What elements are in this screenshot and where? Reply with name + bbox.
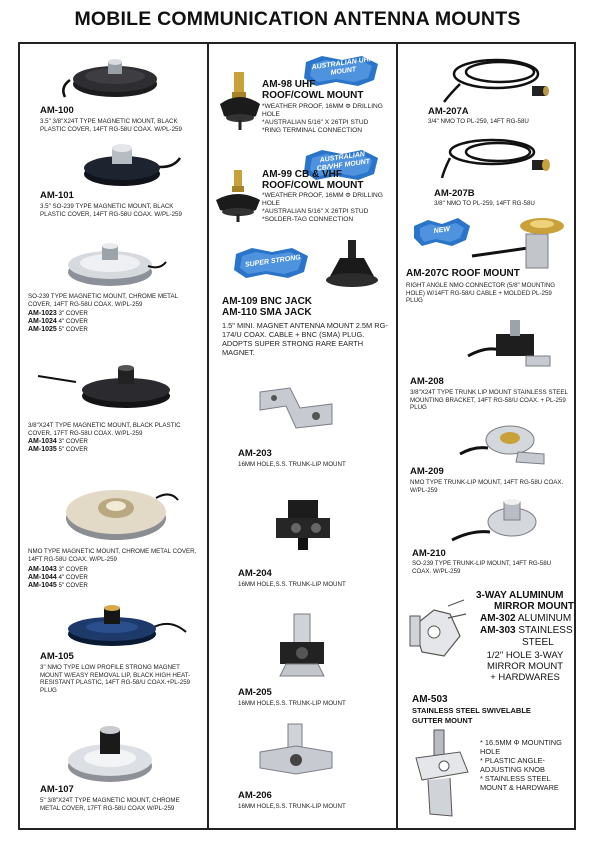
am-303-line <box>480 625 573 637</box>
variant-size: 5" COVER <box>58 446 88 453</box>
am-99-subtitle: ROOF/COWL MOUNT <box>262 180 364 191</box>
am-1043-variants <box>28 566 88 590</box>
am-503-heading: STAINLESS STEEL SWIVELABLE <box>412 706 531 715</box>
am-303-material-2: STEEL <box>522 637 554 648</box>
nmo-connector-icon <box>470 212 570 274</box>
chrome-magnet-mount-icon <box>62 232 172 292</box>
am-208-description: 3/8"X24T TYPE TRUNK LIP MOUNT STAINLESS STEEL MOUNTING BRACKET, 14FT RG-58/U COAX. + PL-259 PLUG <box>410 389 568 412</box>
am-210-code: AM-210 <box>412 548 446 559</box>
mirror-mount-heading: 3-WAY ALUMINUM <box>476 590 564 601</box>
am-302-line <box>480 613 571 625</box>
am-105-code: AM-105 <box>40 651 74 662</box>
variant-code: AM-1034 <box>28 438 57 445</box>
am-207c-code: AM-207C ROOF MOUNT <box>406 268 520 279</box>
gutter-mount-icon <box>408 728 476 824</box>
am-206-code: AM-206 <box>238 790 272 801</box>
am-1034-description: 3/8"X24T TYPE MAGNETIC MOUNT, BLACK PLASTIC COVER, 17FT RG-58U COAX. W/PL-259 <box>28 422 181 437</box>
am-100-code: AM-100 <box>40 105 74 116</box>
am-302-material: ALUMINUM <box>517 613 572 624</box>
feature-item: *AUSTRALIAN 5/16" X 26TPI STUD <box>262 208 369 215</box>
am-107-description: 5" 3/8"X24T TYPE MAGNETIC MOUNT, CHROME METAL COVER, 17FT RG-58U COAX W/PL-259 <box>40 797 180 812</box>
am-1023-variants <box>28 310 88 334</box>
am-503-heading-2: GUTTER MOUNT <box>412 716 473 725</box>
mini-magnet-mount-icon <box>318 236 388 292</box>
badge-text: SUPER STRONG <box>244 254 302 269</box>
trunk-lip-bracket-icon <box>256 722 336 784</box>
am-105-description: 3" NMO TYPE LOW PROFILE STRONG MAGNET MOUNT W/EASY REMOVAL LIP, BLACK HIGH HEAT-RESISTANT PLASTIC, 14FT RG-58/U COAX.+PL-259 PLUG <box>40 664 191 694</box>
am-206-description: 16MM HOLE,S.S. TRUNK-LIP MOUNT <box>238 803 346 810</box>
blue-magnet-mount-icon <box>60 598 190 652</box>
feature-item: *SOLDER-TAG CONNECTION <box>262 216 354 223</box>
am-1043-description: NMO TYPE MAGNETIC MOUNT, CHROME METAL COVER, 14FT RG-58U COAX. W/PL-259 <box>28 548 197 563</box>
feature-item: *WEATHER PROOF, 16MM Φ DRILLING HOLE <box>262 192 383 207</box>
variant-size: 3" COVER <box>58 566 88 573</box>
description-line: MIRROR MOUNT <box>487 661 563 672</box>
trunk-lip-bracket-icon <box>266 494 342 554</box>
trunk-lip-bracket-icon <box>256 384 336 438</box>
cowl-mount-icon <box>212 170 264 224</box>
feature-item: *RING TERMINAL CONNECTION <box>262 127 363 134</box>
super-strong-badge <box>232 248 310 278</box>
variant-code: AM-1043 <box>28 566 57 573</box>
am-101-code: AM-101 <box>40 190 74 201</box>
badge-text: AUSTRALIAN CB/VHF MOUNT <box>316 150 371 173</box>
column-divider-1 <box>207 42 209 830</box>
am-207b-code: AM-207B <box>434 188 475 199</box>
am-209-code: AM-209 <box>410 466 444 477</box>
new-badge <box>412 218 472 248</box>
am-109-code: AM-109 BNC JACK <box>222 296 313 307</box>
variant-code: AM-1035 <box>28 446 57 453</box>
trunk-lip-bracket-icon <box>450 496 550 552</box>
am-209-description: NMO TYPE TRUNK-LIP MOUNT, 14FT RG-58U COAX. W/PL-259 <box>410 479 564 494</box>
feature-item: * STAINLESS STEEL MOUNT & HARDWARE <box>480 774 559 792</box>
am-98-code: AM-98 UHF <box>262 79 316 90</box>
am-207a-code: AM-207A <box>428 106 469 117</box>
coax-cable-icon <box>440 50 550 106</box>
variant-code: AM-1044 <box>28 574 57 581</box>
variant-size: 4" COVER <box>58 318 88 325</box>
badge-text: AUSTRALIAN UHF MOUNT <box>311 55 374 77</box>
am-99-features <box>262 192 392 224</box>
am-303-material: STAINLESS <box>518 625 573 636</box>
feature-item: * PLASTIC ANGLE-ADJUSTING KNOB <box>480 756 545 774</box>
am-203-code: AM-203 <box>238 448 272 459</box>
am-302-code: AM-302 <box>480 613 516 624</box>
variant-size: 4" COVER <box>58 574 88 581</box>
am-110-code: AM-110 SMA JACK <box>222 307 312 318</box>
am-207c-description: RIGHT ANGLE NMO CONNECTOR (5/8" MOUNTING HOLE) W/14FT RG-58/U CABLE + MOLDED PL-259 PLUG <box>406 282 556 305</box>
am-205-description: 16MM HOLE,S.S. TRUNK-LIP MOUNT <box>238 700 346 707</box>
mirror-mount-description <box>480 650 570 683</box>
variant-size: 5" COVER <box>58 582 88 589</box>
mirror-mount-heading-2: MIRROR MOUNT <box>494 601 574 612</box>
am-210-description: SO-239 TYPE TRUNK-LIP MOUNT, 14FT RG-58U COAX. W/PL-259 <box>412 560 552 575</box>
am-503-code: AM-503 <box>412 694 448 705</box>
trunk-lip-bracket-icon <box>272 612 336 682</box>
am-207a-description: 3/4" NMO TO PL-259, 14FT RG-58U <box>428 118 529 125</box>
trunk-lip-bracket-icon <box>458 418 548 468</box>
page-title: MOBILE COMMUNICATION ANTENNA MOUNTS <box>74 8 521 30</box>
badge-text: NEW <box>433 225 451 236</box>
am-203-description: 16MM HOLE,S.S. TRUNK-LIP MOUNT <box>238 461 346 468</box>
variant-size: 5" COVER <box>58 326 88 333</box>
am-101-description: 3.5" SO-239 TYPE MAGNETIC MOUNT, BLACK PLASTIC COVER, 14FT RG-58U COAX. W/PL-259 <box>40 203 182 218</box>
variant-code: AM-1024 <box>28 318 57 325</box>
am-207b-description: 3/8" NMO TO PL-259, 14FT RG-58U <box>434 200 535 207</box>
am-98-subtitle: ROOF/COWL MOUNT <box>262 90 364 101</box>
cowl-mount-icon <box>216 70 264 132</box>
feature-item: *WEATHER PROOF, 16MM Φ DRILLING HOLE <box>262 103 383 118</box>
black-magnet-mount-icon <box>72 140 182 190</box>
feature-item: * 16.5MM Φ MOUNTING HOLE <box>480 738 562 756</box>
am-503-features <box>480 738 570 792</box>
variant-size: 3" COVER <box>58 438 88 445</box>
am-303-code: AM-303 <box>480 625 516 636</box>
am-109-description: 1.5" MINI. MAGNET ANTENNA MOUNT 2.5M RG-174/U COAX. CABLE + BNC (SMA) PLUG. ADOPTS SUPER STRONG RARE EARTH MAGNET. <box>222 321 388 357</box>
description-line: 1/2" HOLE 3-WAY <box>486 650 564 661</box>
black-magnet-mount-icon <box>60 52 170 102</box>
variant-code: AM-1045 <box>28 582 57 589</box>
chrome-magnet-mount-icon <box>60 716 160 786</box>
variant-size: 3" COVER <box>58 310 88 317</box>
am-1034-variants <box>28 438 88 454</box>
column-divider-2 <box>396 42 398 830</box>
am-98-features <box>262 103 392 135</box>
am-99-code: AM-99 CB & VHF <box>262 169 343 180</box>
am-107-code: AM-107 <box>40 784 74 795</box>
trunk-lip-bracket-icon <box>466 316 556 372</box>
am-100-description: 3.5" 3/8"X24T TYPE MAGNETIC MOUNT, BLACK PLASTIC COVER, 14FT RG-58U COAX. W/PL-259 <box>40 118 182 133</box>
am-208-code: AM-208 <box>410 376 444 387</box>
variant-code: AM-1023 <box>28 310 57 317</box>
mirror-mount-icon <box>404 596 470 670</box>
coax-cable-icon <box>436 130 556 186</box>
am-1023-description: SO-239 TYPE MAGNETIC MOUNT, CHROME METAL COVER, 14FT RG-58U COAX. W/PL-259 <box>28 293 178 308</box>
variant-code: AM-1025 <box>28 326 57 333</box>
description-line: + HARDWARES <box>490 672 560 683</box>
am-205-code: AM-205 <box>238 687 272 698</box>
am-204-description: 16MM HOLE,S.S. TRUNK-LIP MOUNT <box>238 581 346 588</box>
am-204-code: AM-204 <box>238 568 272 579</box>
black-magnet-mount-icon <box>36 362 186 412</box>
feature-item: *AUSTRALIAN 5/16" X 26TPI STUD <box>262 119 369 126</box>
chrome-magnet-mount-icon <box>60 478 180 544</box>
